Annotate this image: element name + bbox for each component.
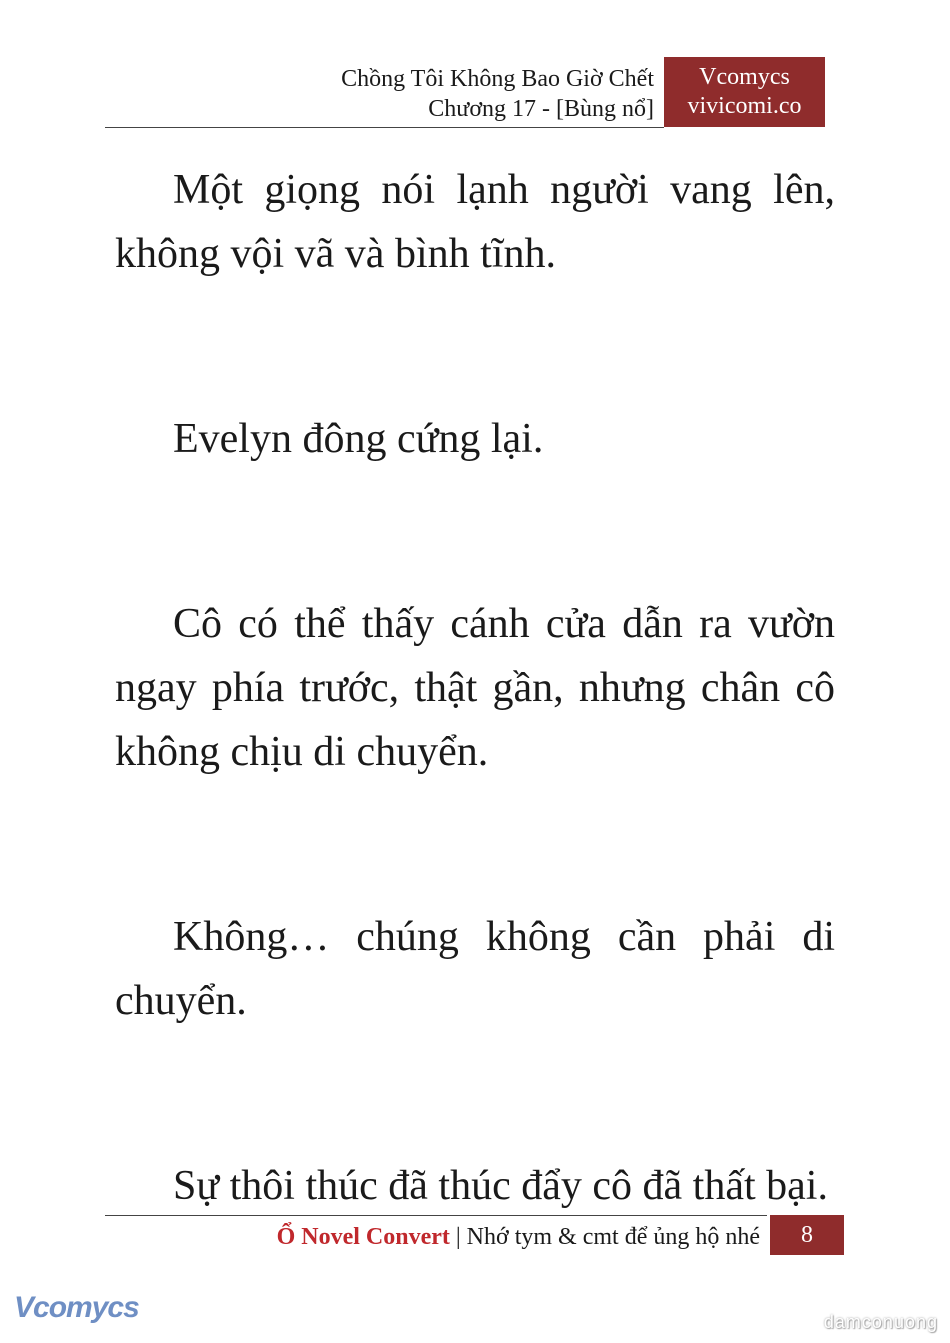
footer-divider (105, 1215, 767, 1216)
footer-text (277, 1222, 760, 1252)
header-badge (664, 57, 825, 127)
page-content (115, 158, 835, 1339)
book-title: Chồng Tôi Không Bao Giờ Chết (341, 66, 654, 92)
page-number: 8 (801, 1222, 813, 1248)
paragraph: Một giọng nói lạnh người vang lên, không vội vã và bình tĩnh. (115, 167, 835, 277)
chapter-title: Chương 17 - [Bùng nổ] (428, 96, 654, 122)
footer-note: Nhớ tym & cmt để ủng hộ nhé (466, 1224, 760, 1250)
paragraph: Sự thôi thúc đã thúc đẩy cô đã thất bại. (173, 1163, 828, 1209)
watermark-left: Vcomycs (14, 1291, 139, 1324)
page-number-badge (770, 1215, 844, 1255)
footer-separator: | (449, 1224, 467, 1250)
paragraph: Không… chúng không cần phải di chuyển. (115, 914, 835, 1024)
header-badge-site: vivicomi.co (687, 93, 802, 119)
header-divider (105, 127, 664, 128)
watermark-right: damconuong (823, 1312, 938, 1332)
header-badge-name: Vcomycs (699, 64, 790, 90)
header-title-block (341, 64, 654, 124)
paragraph: Evelyn đông cứng lại. (173, 416, 544, 462)
paragraph: Cô có thể thấy cánh cửa dẫn ra vườn ngay phía trước, thật gần, nhưng chân cô không chịu di chuyển. (115, 601, 835, 775)
footer-brand: Ổ Novel Convert (276, 1224, 450, 1250)
